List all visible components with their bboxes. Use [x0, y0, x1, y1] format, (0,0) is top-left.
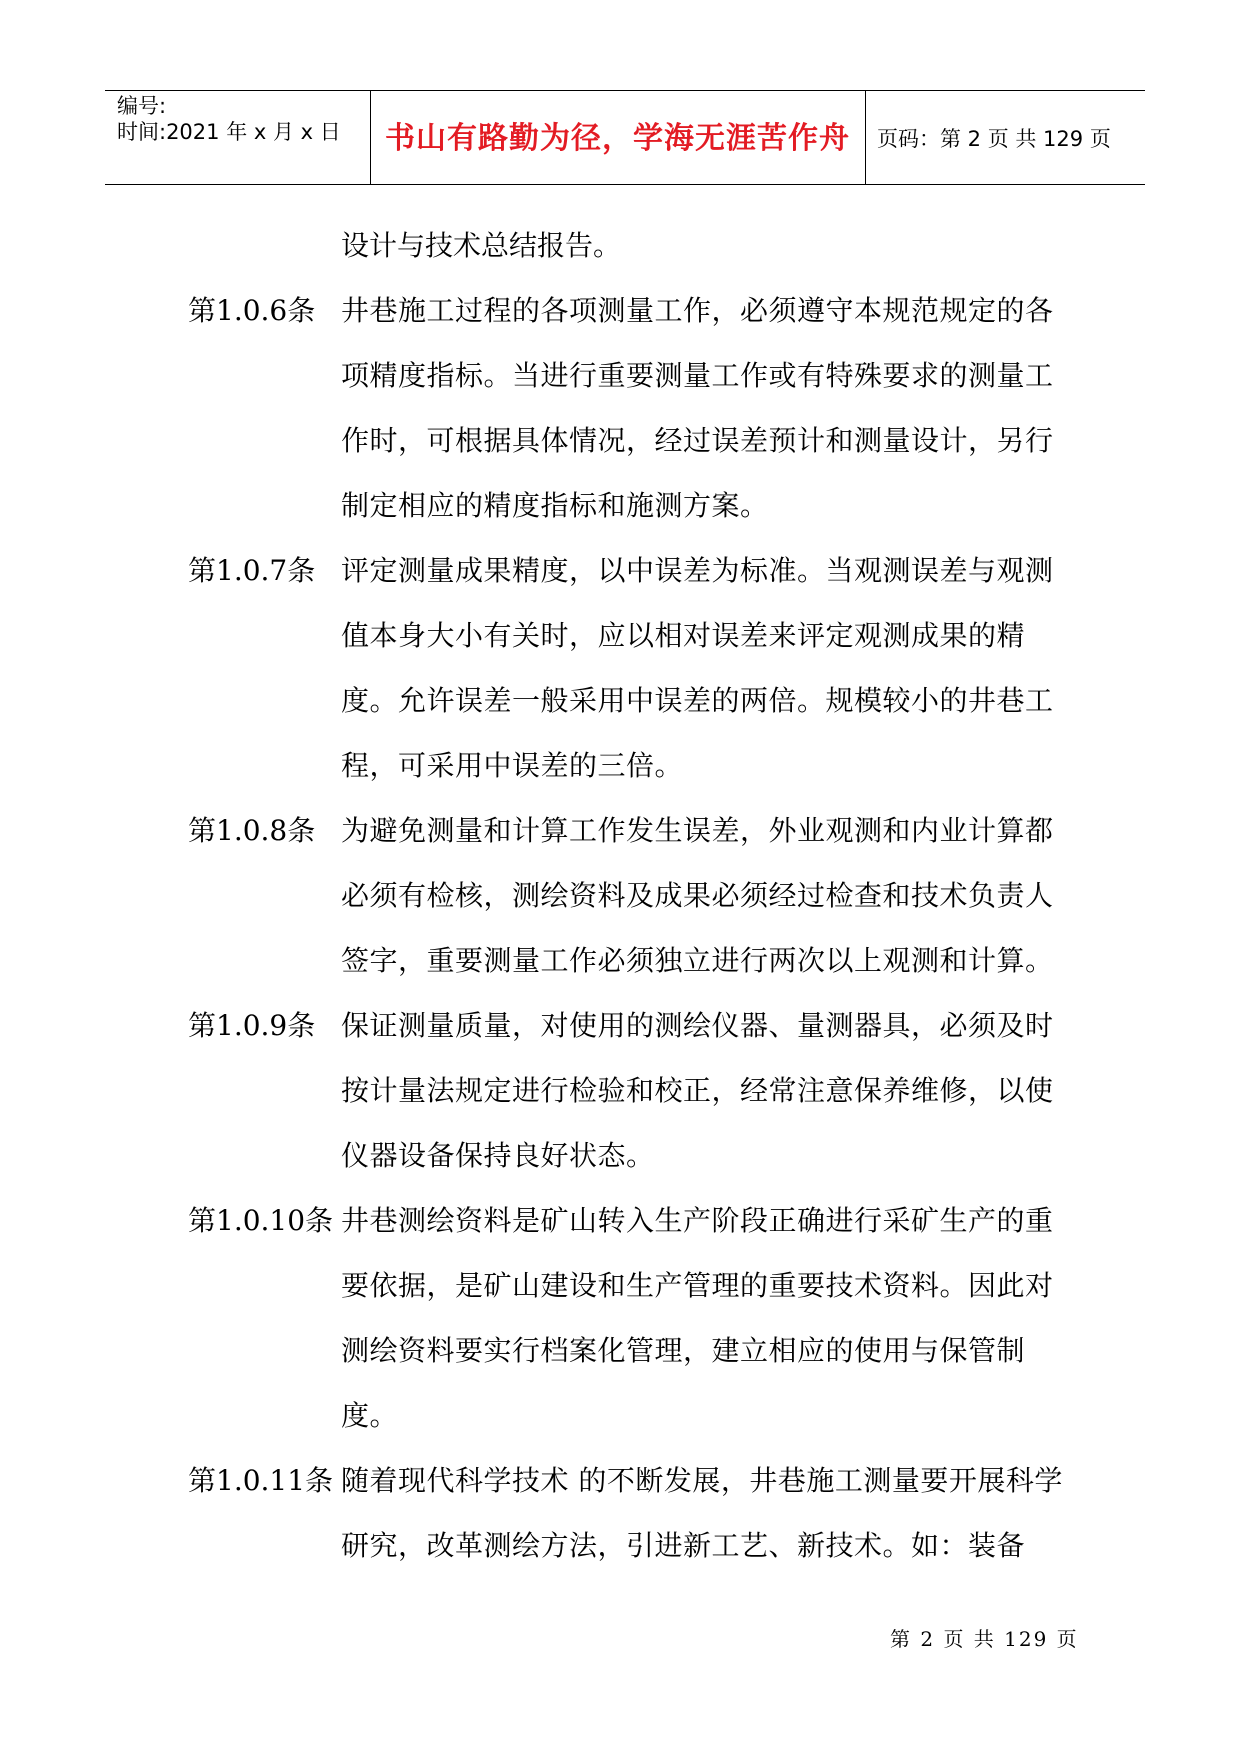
clause-number: 第1.0.10条 — [188, 1204, 334, 1237]
intro-line: 设计与技术总结报告。 — [341, 229, 622, 262]
page-footer-number: 第 2 页 共 129 页 — [890, 1627, 1079, 1651]
clause-1-0-6 — [188, 278, 1088, 538]
clause-1-0-9 — [188, 993, 1088, 1188]
header-meta-cell — [105, 91, 371, 184]
clause-1-0-10 — [188, 1188, 1088, 1448]
clause-text: 保证测量质量，对使用的测绘仪器、量测器具，必须及时按计量法规定进行检验和校正，经常注意保养维修，以使仪器设备保持良好状态。 — [341, 1009, 1054, 1172]
clause-number: 第1.0.6条 — [188, 294, 316, 327]
clause-text: 井巷施工过程的各项测量工作，必须遵守本规范规定的各项精度指标。当进行重要测量工作或有特殊要求的测量工作时，可根据具体情况，经过误差预计和测量设计，另行制定相应的精度指标和施测方案。 — [341, 294, 1054, 522]
page-header — [105, 90, 1145, 185]
clause-text: 随着现代科学技术 的不断发展，井巷施工测量要开展科学研究，改革测绘方法，引进新工艺、新技术。如：装备 — [341, 1464, 1063, 1562]
clause-1-0-7 — [188, 538, 1088, 798]
clause-text: 为避免测量和计算工作发生误差，外业观测和内业计算都必须有检核，测绘资料及成果必须经过检查和技术负责人签字，重要测量工作必须独立进行两次以上观测和计算。 — [341, 814, 1054, 977]
header-page-cell — [865, 91, 1145, 184]
header-motto: 书山有路勤为径，学海无涯苦作舟 — [385, 121, 850, 156]
clause-number: 第1.0.11条 — [188, 1464, 334, 1497]
clause-number: 第1.0.8条 — [188, 814, 316, 847]
document-time-label: 时间:2021 年 x 月 x 日 — [117, 120, 341, 144]
header-motto-cell — [370, 91, 866, 184]
document-number-label: 编号: — [117, 94, 167, 118]
document-body — [188, 213, 1088, 1578]
header-page-info: 页码：第 2 页 共 129 页 — [877, 127, 1111, 151]
clause-1-0-11 — [188, 1448, 1088, 1578]
clause-number: 第1.0.9条 — [188, 1009, 316, 1042]
clause-text: 评定测量成果精度，以中误差为标准。当观测误差与观测值本身大小有关时，应以相对误差来评定观测成果的精度。允许误差一般采用中误差的两倍。规模较小的井巷工程，可采用中误差的三倍。 — [341, 554, 1054, 782]
clause-1-0-8 — [188, 798, 1088, 993]
clause-number: 第1.0.7条 — [188, 554, 316, 587]
clause-text: 井巷测绘资料是矿山转入生产阶段正确进行采矿生产的重要依据，是矿山建设和生产管理的重要技术资料。因此对测绘资料要实行档案化管理，建立相应的使用与保管制度。 — [341, 1204, 1054, 1432]
